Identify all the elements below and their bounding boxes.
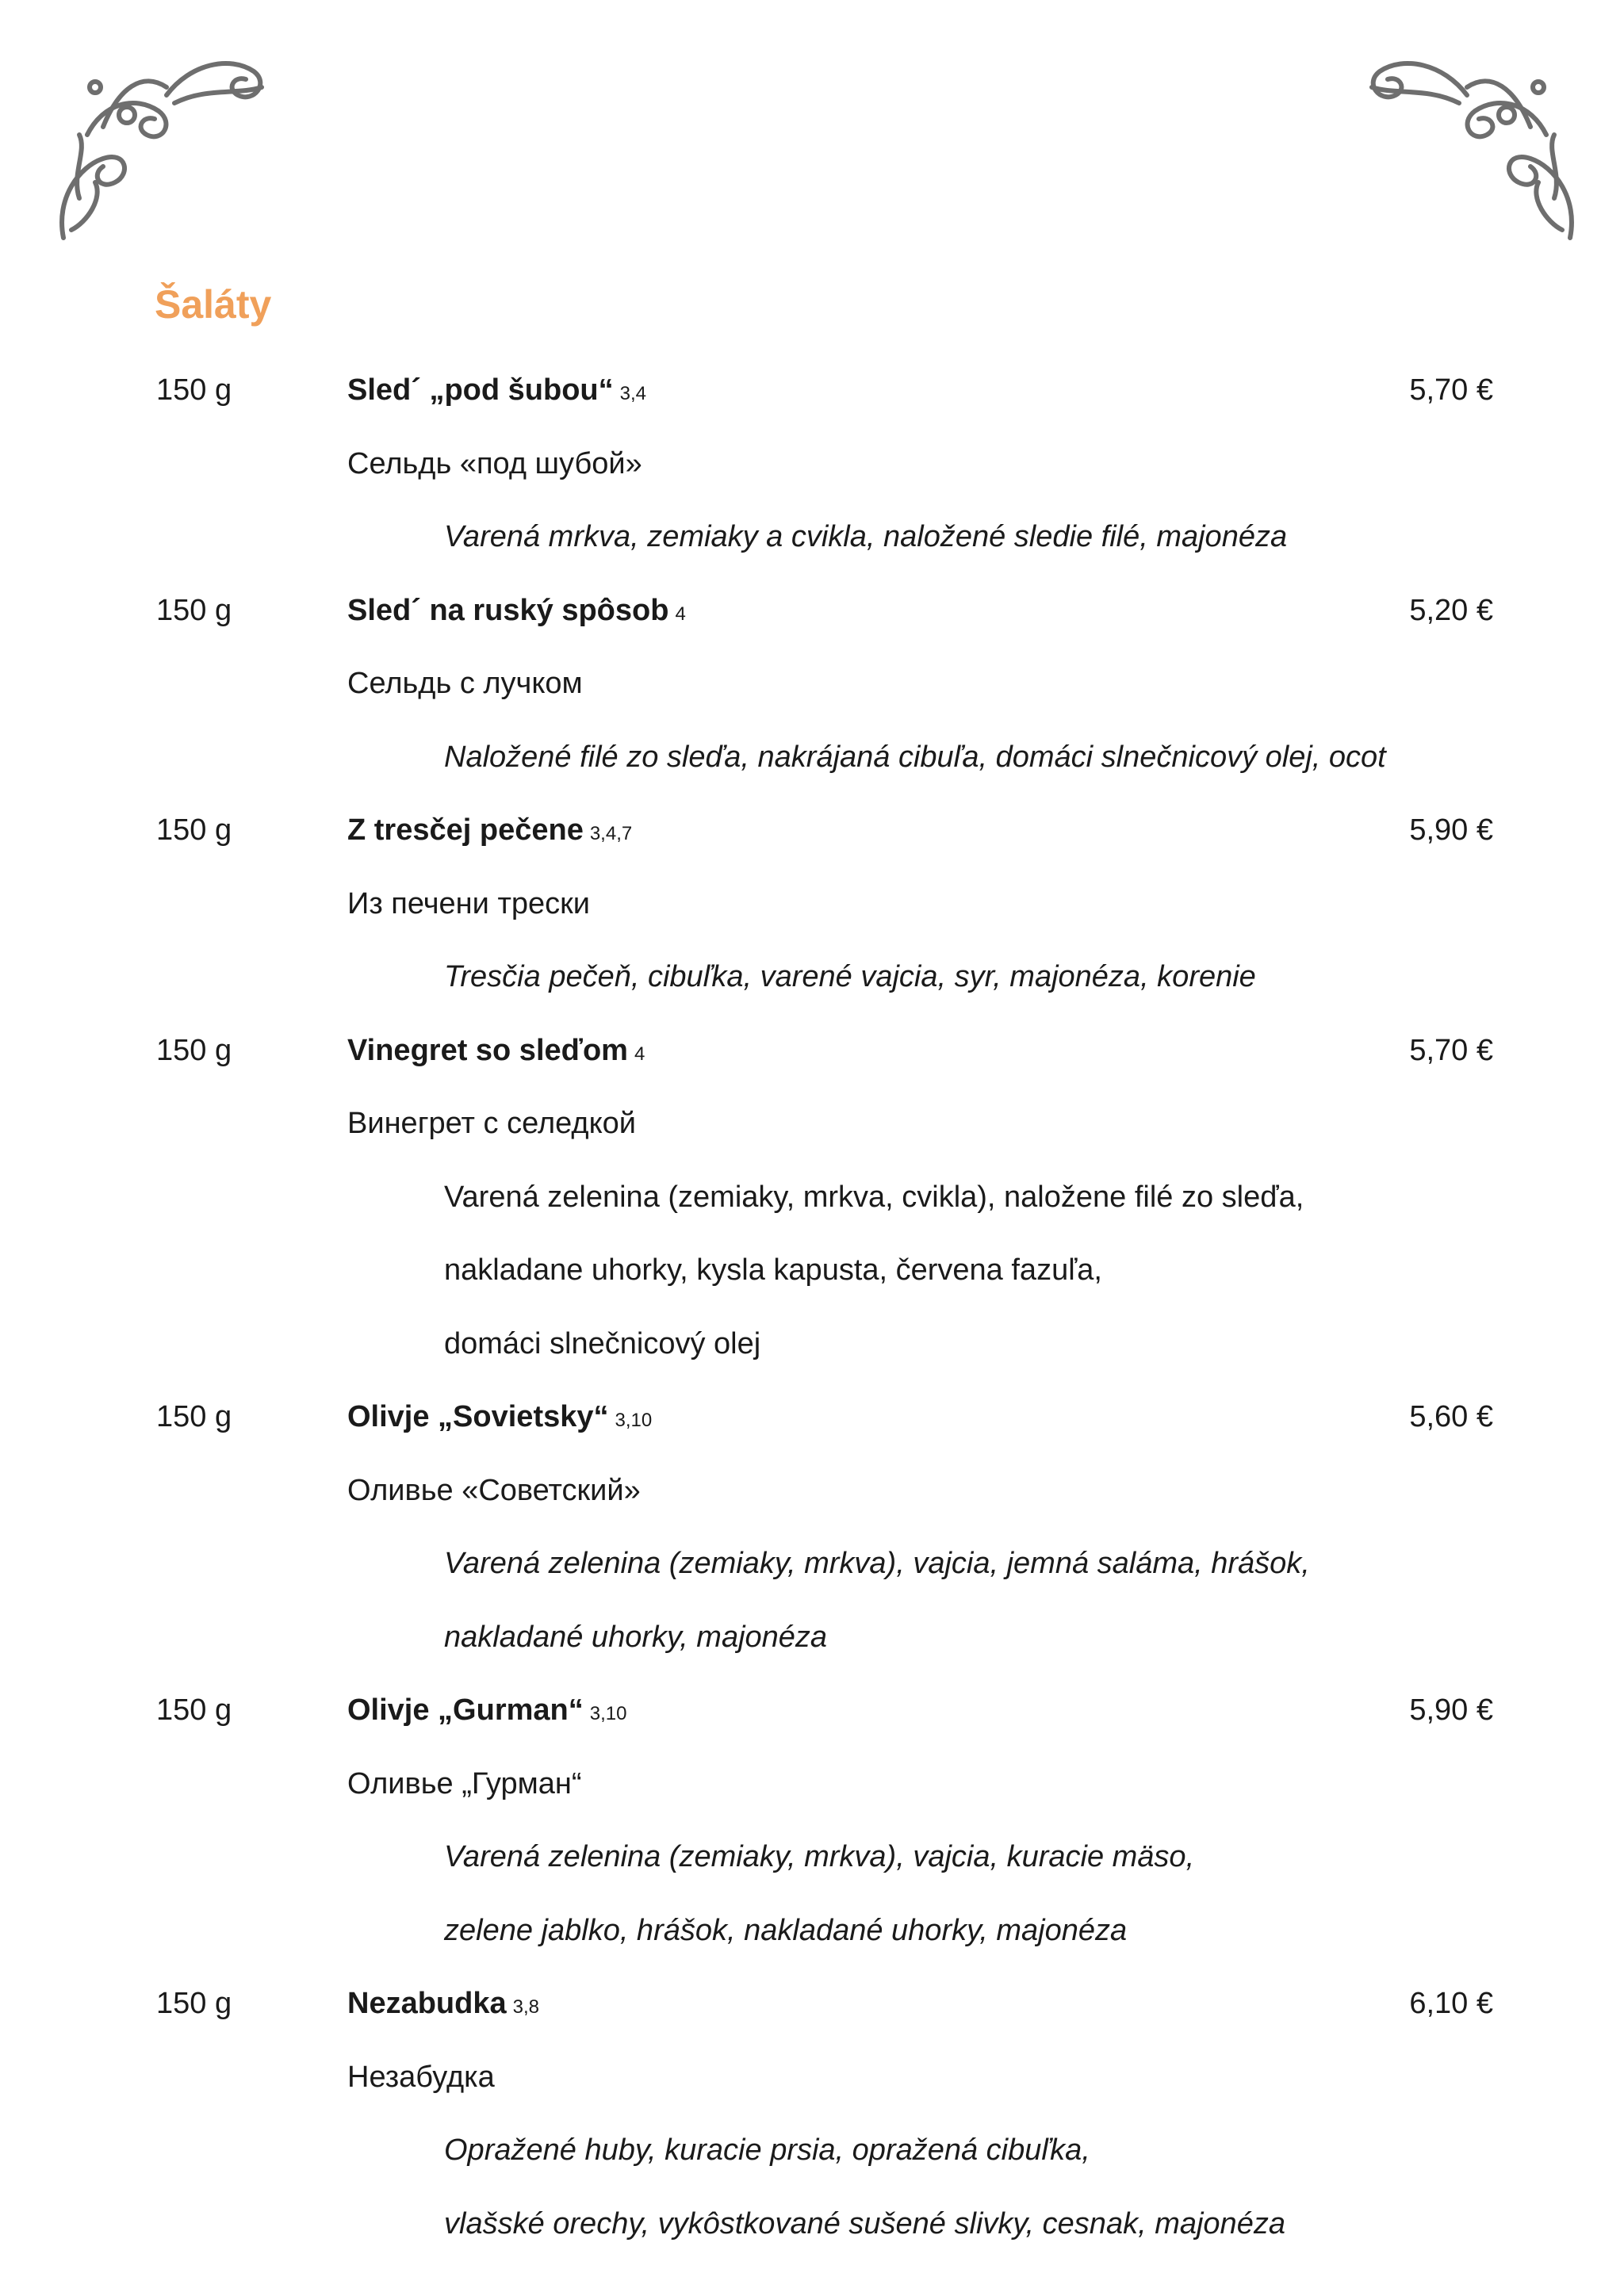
item-weight: 150 g <box>156 1400 232 1433</box>
item-description: Trеsčia pečeň, cibuľka, varené vajcia, syr, majonéza, korenie <box>444 960 1256 993</box>
item-description-row <box>0 2200 1624 2248</box>
item-weight: 150 g <box>156 1693 232 1727</box>
item-name-russian: Сельдь с лучком <box>347 667 583 700</box>
item-name-russian-row <box>0 1100 1624 1147</box>
item-price: 5,90 € <box>1409 813 1493 847</box>
item-description-row <box>0 1907 1624 1954</box>
item-description-row <box>0 2126 1624 2174</box>
item-name-russian-row <box>0 880 1624 928</box>
item-weight: 150 g <box>156 813 232 847</box>
item-description: Varená zelenina (zemiaky, mrkva, cvikla), naložene filé zo sleďa, <box>444 1180 1304 1214</box>
item-price: 5,70 € <box>1409 373 1493 407</box>
item-price: 5,60 € <box>1409 1400 1493 1433</box>
item-description-row <box>0 1320 1624 1368</box>
item-description: Naložené filé zo sleďa, nakrájaná cibuľa, domáci slnečnicový olej, ocot <box>444 740 1386 774</box>
item-weight: 150 g <box>156 373 232 407</box>
item-weight: 150 g <box>156 1033 232 1067</box>
menu-item-row <box>0 1393 1624 1441</box>
item-price: 5,70 € <box>1409 1033 1493 1067</box>
item-description-row <box>0 953 1624 1001</box>
item-description-row <box>0 1613 1624 1661</box>
item-allergens: 3,8 <box>512 1996 539 2018</box>
item-name: Sled´ „pod šubou“ 3,4 <box>347 373 647 407</box>
item-allergens: 3,10 <box>589 1703 627 1724</box>
item-name-russian-row <box>0 660 1624 707</box>
menu-item-row <box>0 1027 1624 1074</box>
item-name-russian: Из печени трески <box>347 886 590 920</box>
item-name: Z trеsčej pečene 3,4,7 <box>347 813 633 847</box>
item-description: zelene jablko, hrášok, nakladané uhorky, majonéza <box>444 1913 1128 1947</box>
item-price: 5,90 € <box>1409 1693 1493 1727</box>
item-description-row <box>0 1833 1624 1881</box>
item-name-russian: Оливье «Советский» <box>347 1473 641 1507</box>
menu-item-row <box>0 366 1624 414</box>
item-name-russian-row <box>0 1467 1624 1514</box>
menu-item-row <box>0 587 1624 634</box>
item-description: Varená zelenina (zemiaky, mrkva), vajcia, kuracie mäso, <box>444 1840 1195 1873</box>
item-description-row <box>0 733 1624 781</box>
item-weight: 150 g <box>156 593 232 627</box>
item-name: Olivje „Sovietsky“ 3,10 <box>347 1400 653 1433</box>
item-name: Nezabudka 3,8 <box>347 1987 539 2020</box>
item-name: Vinegret so sleďom 4 <box>347 1033 645 1067</box>
flourish-corner-icon <box>56 40 270 262</box>
flourish-corner-icon <box>1364 40 1578 262</box>
item-name-russian: Незабудка <box>347 2060 495 2094</box>
section-title: Šaláty <box>155 282 272 327</box>
item-price: 5,20 € <box>1409 593 1493 627</box>
item-name-russian: Оливье „Гурман“ <box>347 1766 582 1800</box>
item-name-russian: Винегрет с селедкой <box>347 1107 637 1140</box>
item-description: nakladané uhorky, majonéza <box>444 1620 828 1654</box>
item-description-row <box>0 1540 1624 1587</box>
item-description-row <box>0 513 1624 561</box>
menu-item-row <box>0 806 1624 854</box>
item-description: vlašské orechy, vykôstkované sušené slivky, cesnak, majonéza <box>444 2206 1285 2241</box>
item-allergens: 3,4,7 <box>589 823 633 844</box>
item-name: Olivje „Gurman“ 3,10 <box>347 1693 627 1727</box>
item-weight: 150 g <box>156 1987 232 2020</box>
menu-item-row <box>0 1980 1624 2027</box>
item-description: Opražené huby, kuracie prsia, opražená cibuľka, <box>444 2133 1090 2167</box>
item-description: Varená zelenina (zemiaky, mrkva), vajcia, jemná saláma, hrášok, <box>444 1547 1310 1580</box>
item-description: Varená mrkva, zemiaky a cvikla, naložené sledie filé, majonéza <box>444 520 1288 553</box>
menu-item-row <box>0 1686 1624 1734</box>
item-description-row <box>0 1173 1624 1221</box>
item-allergens: 4 <box>634 1043 645 1065</box>
item-description: domáci slnečnicový olej <box>444 1326 761 1360</box>
item-allergens: 3,4 <box>619 383 647 404</box>
item-name-russian-row <box>0 1760 1624 1808</box>
item-name-russian: Сельдь «под шубой» <box>347 446 642 480</box>
item-price: 6,10 € <box>1409 1987 1493 2020</box>
item-description-row <box>0 1246 1624 1294</box>
item-allergens: 4 <box>675 603 686 625</box>
item-allergens: 3,10 <box>615 1410 653 1431</box>
item-description: nakladane uhorky, kysla kapusta, červena fazuľa, <box>444 1253 1102 1287</box>
item-name-russian-row <box>0 440 1624 488</box>
item-name-russian-row <box>0 2053 1624 2101</box>
item-name: Sled´ na ruský spôsob 4 <box>347 593 686 627</box>
